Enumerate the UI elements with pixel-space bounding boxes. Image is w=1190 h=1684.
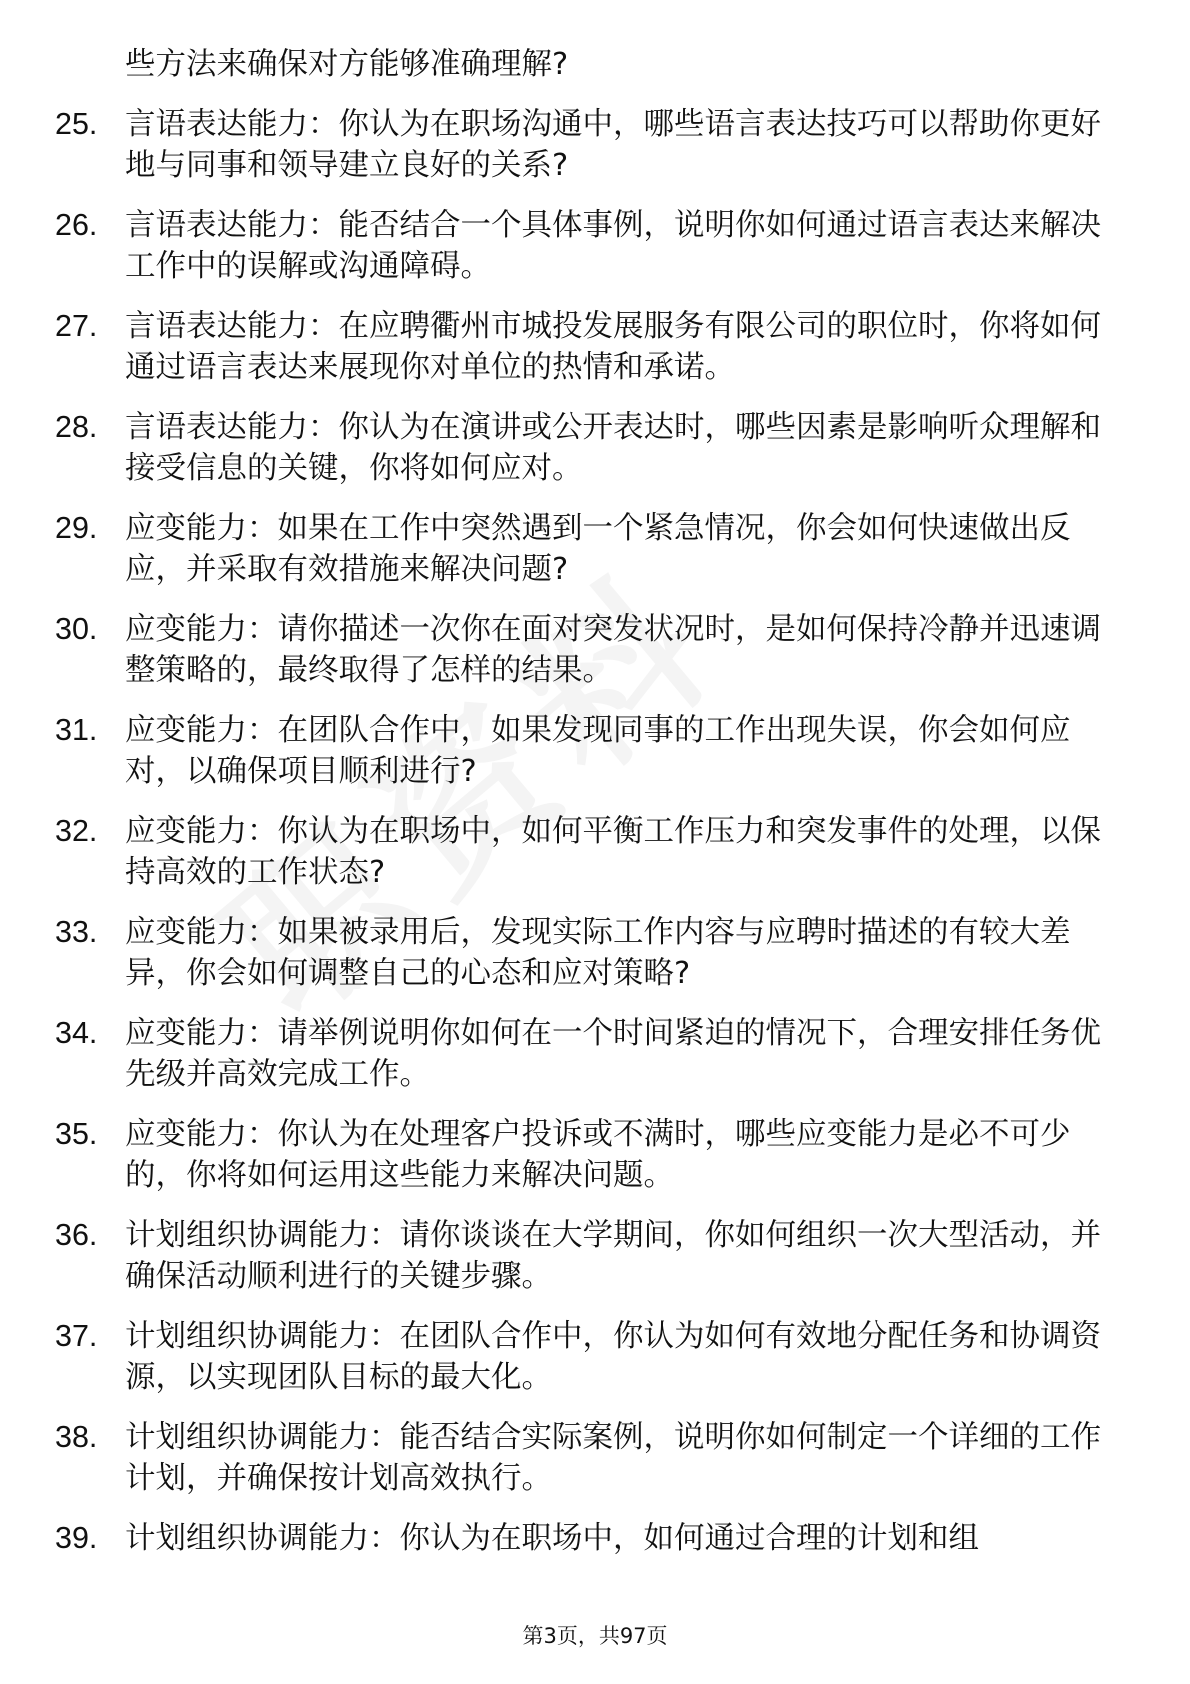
- question-number: 34.: [55, 1016, 98, 1050]
- question-text: 应变能力：你认为在职场中，如何平衡工作压力和突发事件的处理，以保持高效的工作状态?: [125, 814, 1101, 890]
- question-item: [55, 1316, 1130, 1398]
- question-list: [55, 44, 1130, 1578]
- question-item: [55, 205, 1130, 287]
- question-number: 33.: [55, 915, 98, 949]
- question-item: [55, 710, 1130, 792]
- question-text: 应变能力：请你描述一次你在面对突发状况时，是如何保持冷静并迅速调整策略的，最终取得了怎样的结果。: [125, 612, 1101, 688]
- question-number: 37.: [55, 1319, 98, 1353]
- question-number: 31.: [55, 713, 98, 747]
- question-text: 言语表达能力：你认为在演讲或公开表达时，哪些因素是影响听众理解和接受信息的关键，你将如何应对。: [125, 410, 1101, 486]
- question-number: 38.: [55, 1420, 98, 1454]
- question-item: [55, 1417, 1130, 1499]
- question-text: 计划组织协调能力：你认为在职场中，如何通过合理的计划和组: [125, 1521, 979, 1556]
- question-item: [55, 104, 1130, 186]
- question-number: 39.: [55, 1521, 98, 1555]
- question-item: [55, 609, 1130, 691]
- question-number: 25.: [55, 107, 98, 141]
- question-number: 32.: [55, 814, 98, 848]
- question-item: [55, 811, 1130, 893]
- question-item: [55, 306, 1130, 388]
- question-number: 35.: [55, 1117, 98, 1151]
- question-number: 30.: [55, 612, 98, 646]
- question-number: 36.: [55, 1218, 98, 1252]
- question-number: 27.: [55, 309, 98, 343]
- question-number: 29.: [55, 511, 98, 545]
- question-text: 应变能力：请举例说明你如何在一个时间紧迫的情况下，合理安排任务优先级并高效完成工作。: [125, 1016, 1101, 1092]
- question-text: 计划组织协调能力：请你谈谈在大学期间，你如何组织一次大型活动，并确保活动顺利进行的关键步骤。: [125, 1218, 1101, 1294]
- question-item: [55, 912, 1130, 994]
- continuation-text: 些方法来确保对方能够准确理解?: [125, 47, 569, 82]
- question-number: 26.: [55, 208, 98, 242]
- question-text: 应变能力：如果在工作中突然遇到一个紧急情况，你会如何快速做出反应，并采取有效措施来解决问题?: [125, 511, 1071, 587]
- question-text: 计划组织协调能力：能否结合实际案例，说明你如何制定一个详细的工作计划，并确保按计划高效执行。: [125, 1420, 1101, 1496]
- question-text: 言语表达能力：你认为在职场沟通中，哪些语言表达技巧可以帮助你更好地与同事和领导建立良好的关系?: [125, 107, 1101, 183]
- question-text: 应变能力：在团队合作中，如果发现同事的工作出现失误，你会如何应对，以确保项目顺利进行?: [125, 713, 1071, 789]
- question-item: [55, 1215, 1130, 1297]
- question-item: [55, 1518, 1130, 1559]
- question-text: 应变能力：你认为在处理客户投诉或不满时，哪些应变能力是必不可少的，你将如何运用这些能力来解决问题。: [125, 1117, 1071, 1193]
- question-text: 应变能力：如果被录用后，发现实际工作内容与应聘时描述的有较大差异，你会如何调整自己的心态和应对策略?: [125, 915, 1071, 991]
- page-footer: 第3页，共97页: [522, 1624, 668, 1648]
- question-text: 言语表达能力：在应聘衢州市城投发展服务有限公司的职位时，你将如何通过语言表达来展现你对单位的热情和承诺。: [125, 309, 1101, 385]
- question-text: 计划组织协调能力：在团队合作中，你认为如何有效地分配任务和协调资源，以实现团队目标的最大化。: [125, 1319, 1101, 1395]
- question-number: 28.: [55, 410, 98, 444]
- question-text: 言语表达能力：能否结合一个具体事例，说明你如何通过语言表达来解决工作中的误解或沟通障碍。: [125, 208, 1101, 284]
- question-item: [55, 407, 1130, 489]
- question-item: [55, 1013, 1130, 1095]
- question-item: [55, 508, 1130, 590]
- question-item: [55, 1114, 1130, 1196]
